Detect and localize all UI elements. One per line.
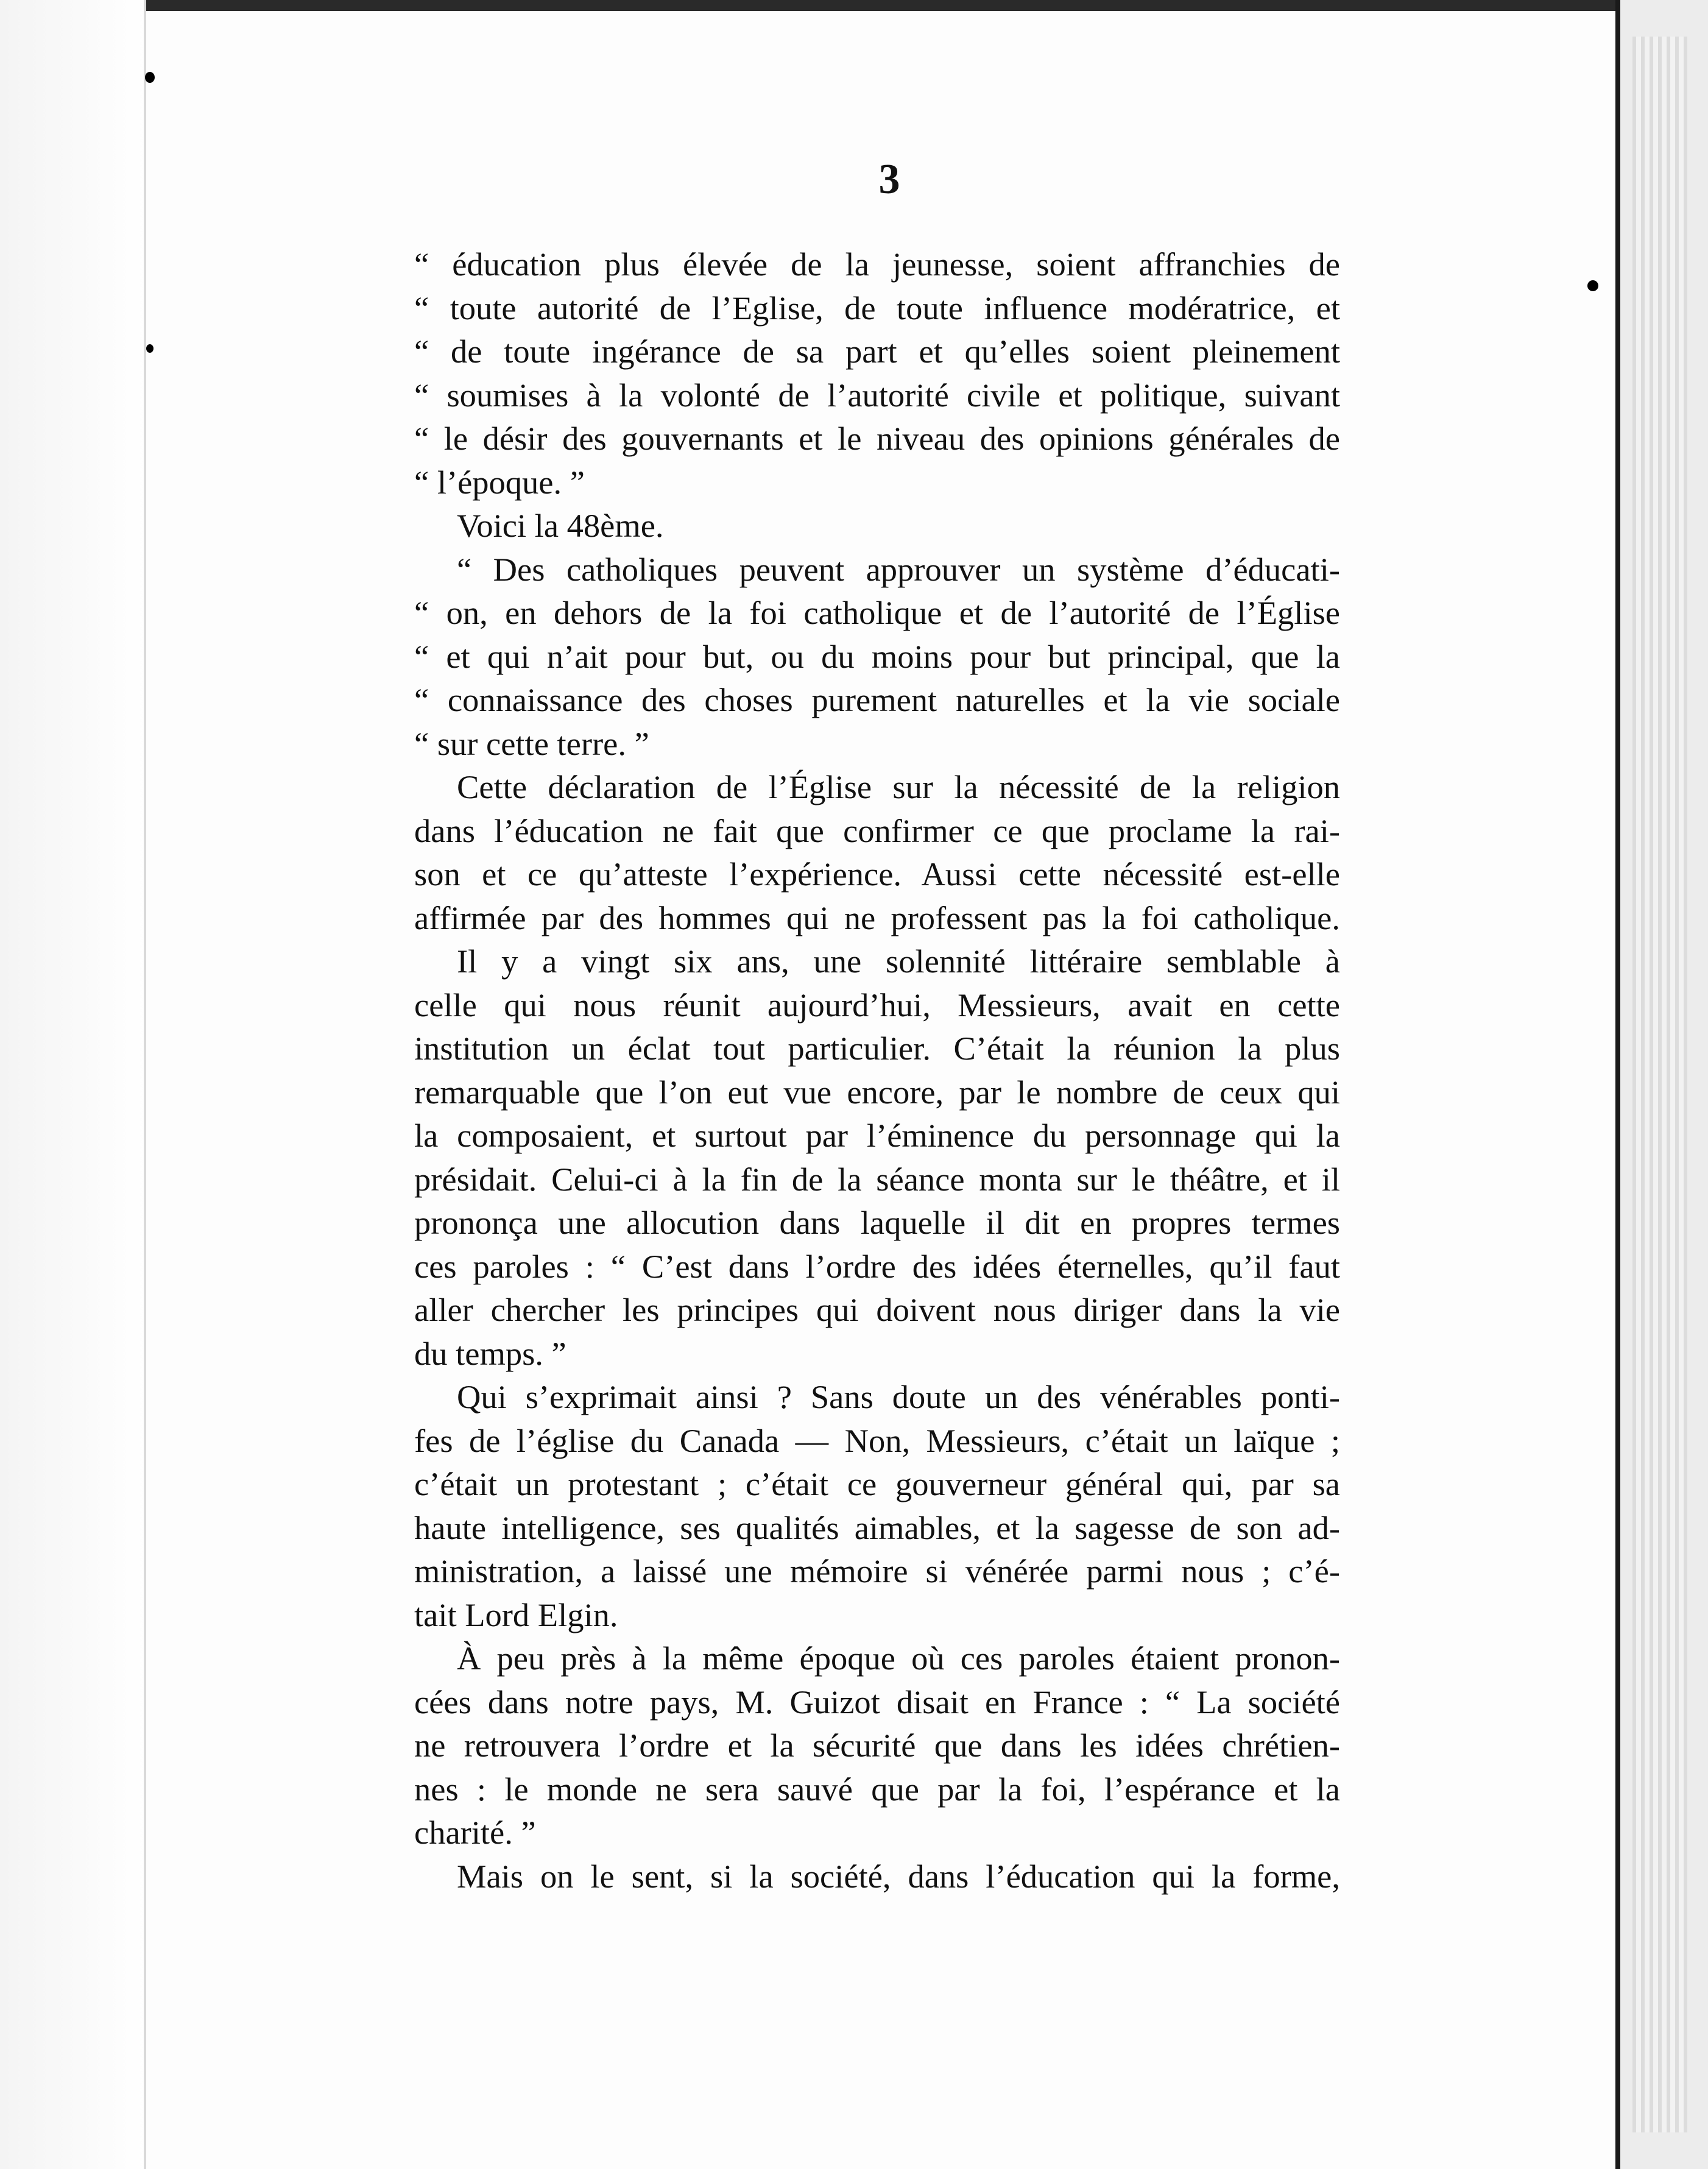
scan-speck — [145, 72, 155, 83]
text-line: haute intelligence, ses qualités aimables, et la sagesse de son ad- — [414, 1509, 1340, 1546]
text-line: c’était un protestant ; c’était ce gouverneur général qui, par sa — [414, 1465, 1340, 1502]
text-line: aller chercher les principes qui doivent nous diriger dans la vie — [414, 1291, 1340, 1328]
text-line: “ le désir des gouvernants et le niveau des opinions générales de — [414, 420, 1340, 457]
text-line: remarquable que l’on eut vue encore, par le nombre de ceux qui — [414, 1073, 1340, 1111]
text-line: “ on, en dehors de la foi catholique et de l’autorité de l’Église — [414, 594, 1340, 631]
top-scan-border — [146, 0, 1620, 11]
text-line: “ soumises à la volonté de l’autorité civile et politique, suivant — [414, 376, 1340, 414]
text-line: ministration, a laissé une mémoire si vénérée parmi nous ; c’é- — [414, 1552, 1340, 1590]
text-line: du temps. ” — [414, 1334, 566, 1372]
text-line: charité. ” — [414, 1814, 536, 1851]
text-line: “ et qui n’ait pour but, ou du moins pour but principal, que la — [414, 637, 1340, 675]
text-line: institution un éclat tout particulier. C’était la réunion la plus — [414, 1030, 1340, 1067]
text-line: ne retrouvera l’ordre et la sécurité que dans les idées chrétien- — [414, 1727, 1340, 1764]
scan-speck — [1587, 280, 1598, 291]
text-line: son et ce qu’atteste l’expérience. Aussi cette nécessité est-elle — [414, 855, 1340, 893]
text-line: Voici la 48ème. — [457, 507, 664, 544]
scan-speck — [146, 344, 154, 353]
text-line: Il y a vingt six ans, une solennité littéraire semblable à — [457, 943, 1340, 980]
text-line: cées dans notre pays, M. Guizot disait en France : “ La société — [414, 1683, 1340, 1721]
text-line: “ Des catholiques peuvent approuver un système d’éducati- — [457, 550, 1340, 588]
text-line: Mais on le sent, si la société, dans l’éducation qui la forme, — [457, 1857, 1340, 1895]
text-line: Cette déclaration de l’Église sur la nécessité de la religion — [457, 768, 1340, 805]
text-line: Qui s’exprimait ainsi ? Sans doute un des vénérables ponti- — [457, 1378, 1340, 1415]
text-line: la composaient, et surtout par l’éminence du personnage qui la — [414, 1117, 1340, 1154]
text-line: ces paroles : “ C’est dans l’ordre des idées éternelles, qu’il faut — [414, 1247, 1340, 1285]
text-line: “ connaissance des choses purement naturelles et la vie sociale — [414, 681, 1340, 718]
text-line: “ éducation plus élevée de la jeunesse, soient affranchies de — [414, 246, 1340, 283]
text-line: présidait. Celui-ci à la fin de la séance monta sur le théâtre, et il — [414, 1160, 1340, 1198]
page-stack-edge — [1632, 37, 1687, 2132]
text-line: “ toute autorité de l’Eglise, de toute influence modératrice, et — [414, 289, 1340, 327]
text-line: affirmée par des hommes qui ne professent pas la foi catholique. — [414, 899, 1340, 936]
text-line: “ l’époque. ” — [414, 463, 585, 501]
text-line: prononça une allocution dans laquelle il dit en propres termes — [414, 1204, 1340, 1241]
text-line: “ de toute ingérance de sa part et qu’elles soient pleinement — [414, 333, 1340, 370]
text-line: “ sur cette terre. ” — [414, 724, 649, 762]
left-margin — [0, 0, 146, 2169]
text-line: À peu près à la même époque où ces paroles étaient pronon- — [457, 1640, 1340, 1677]
text-line: tait Lord Elgin. — [414, 1596, 618, 1633]
text-line: nes : le monde ne sera sauvé que par la foi, l’espérance et la — [414, 1770, 1340, 1808]
text-line: celle qui nous réunit aujourd’hui, Messieurs, avait en cette — [414, 986, 1340, 1024]
page-edge-line — [144, 0, 146, 2169]
text-line: dans l’éducation ne fait que confirmer ce que proclame la rai- — [414, 812, 1340, 849]
page-number: 3 — [878, 156, 900, 203]
text-line: fes de l’église du Canada — Non, Messieurs, c’était un laïque ; — [414, 1421, 1340, 1459]
body-text — [414, 242, 1340, 1898]
